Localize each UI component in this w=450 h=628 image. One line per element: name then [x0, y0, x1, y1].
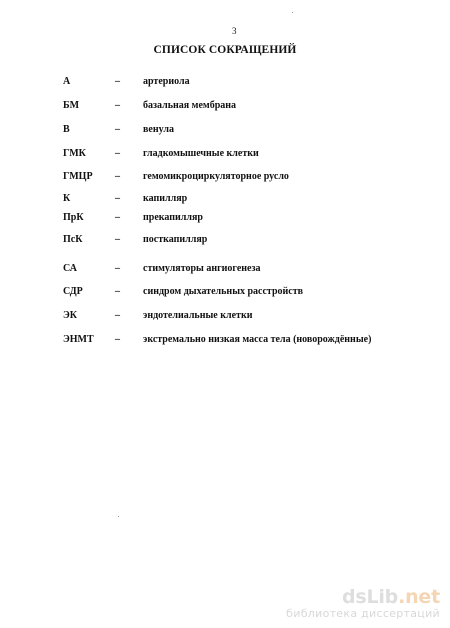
abbreviation-definition: артериола — [143, 76, 190, 87]
abbreviation-row — [0, 99, 450, 113]
abbreviation-definition: прекапилляр — [143, 212, 203, 223]
watermark-logo-main: dsLib — [341, 586, 399, 608]
scan-speck — [292, 12, 293, 13]
abbreviation-term: ГМК — [63, 148, 86, 159]
abbreviation-definition: стимуляторы ангиогенеза — [143, 263, 261, 274]
abbreviation-definition: гемомикроциркуляторное русло — [143, 171, 289, 182]
abbreviation-definition: базальная мембрана — [143, 100, 237, 111]
abbreviation-dash: – — [115, 100, 120, 111]
abbreviation-row — [0, 333, 450, 347]
abbreviation-row — [0, 192, 450, 206]
abbreviation-row — [0, 262, 450, 276]
abbreviation-term: ПсК — [63, 234, 83, 245]
abbreviation-dash: – — [115, 76, 120, 87]
abbreviation-term: К — [63, 193, 71, 204]
abbreviation-row — [0, 285, 450, 299]
abbreviation-term: СА — [63, 263, 77, 274]
watermark — [286, 587, 440, 620]
abbreviation-definition: эндотелиальные клетки — [143, 310, 253, 321]
abbreviation-definition: синдром дыхательных расстройств — [143, 286, 304, 297]
abbreviation-row — [0, 211, 450, 225]
abbreviation-definition: гладкомышечные клетки — [143, 148, 259, 159]
abbreviation-definition: капилляр — [143, 193, 188, 204]
page-title: СПИСОК СОКРАЩЕНИЙ — [153, 44, 297, 56]
abbreviation-dash: – — [115, 148, 120, 159]
abbreviation-row — [0, 147, 450, 161]
abbreviation-row — [0, 309, 450, 323]
abbreviation-dash: – — [115, 212, 120, 223]
page-number: 3 — [232, 26, 237, 36]
abbreviation-row — [0, 233, 450, 247]
abbreviation-term: ЭК — [63, 310, 78, 321]
abbreviation-definition: посткапилляр — [143, 234, 208, 245]
abbreviation-row — [0, 123, 450, 137]
abbreviation-definition: венула — [143, 124, 174, 135]
watermark-logo-accent: .net — [398, 586, 440, 608]
abbreviation-dash: – — [115, 334, 120, 345]
abbreviation-term: ПрК — [63, 212, 84, 223]
abbreviation-dash: – — [115, 310, 120, 321]
abbreviation-dash: – — [115, 124, 120, 135]
abbreviation-dash: – — [115, 234, 120, 245]
watermark-logo — [286, 587, 440, 607]
abbreviation-row — [0, 170, 450, 184]
watermark-subtitle: библиотека диссертаций — [286, 607, 440, 620]
abbreviation-term: БМ — [63, 100, 80, 111]
abbreviation-dash: – — [115, 171, 120, 182]
abbreviation-term: ЭНМТ — [63, 334, 94, 345]
abbreviation-dash: – — [115, 263, 120, 274]
abbreviation-row — [0, 75, 450, 89]
abbreviation-term: СДР — [63, 286, 83, 297]
abbreviation-dash: – — [115, 193, 120, 204]
scan-speck — [118, 516, 119, 517]
abbreviation-definition: экстремально низкая масса тела (новорождённые) — [143, 334, 372, 345]
abbreviation-term: А — [63, 76, 71, 87]
abbreviation-term: ГМЦР — [63, 171, 93, 182]
abbreviation-dash: – — [115, 286, 120, 297]
abbreviation-term: В — [63, 124, 70, 135]
